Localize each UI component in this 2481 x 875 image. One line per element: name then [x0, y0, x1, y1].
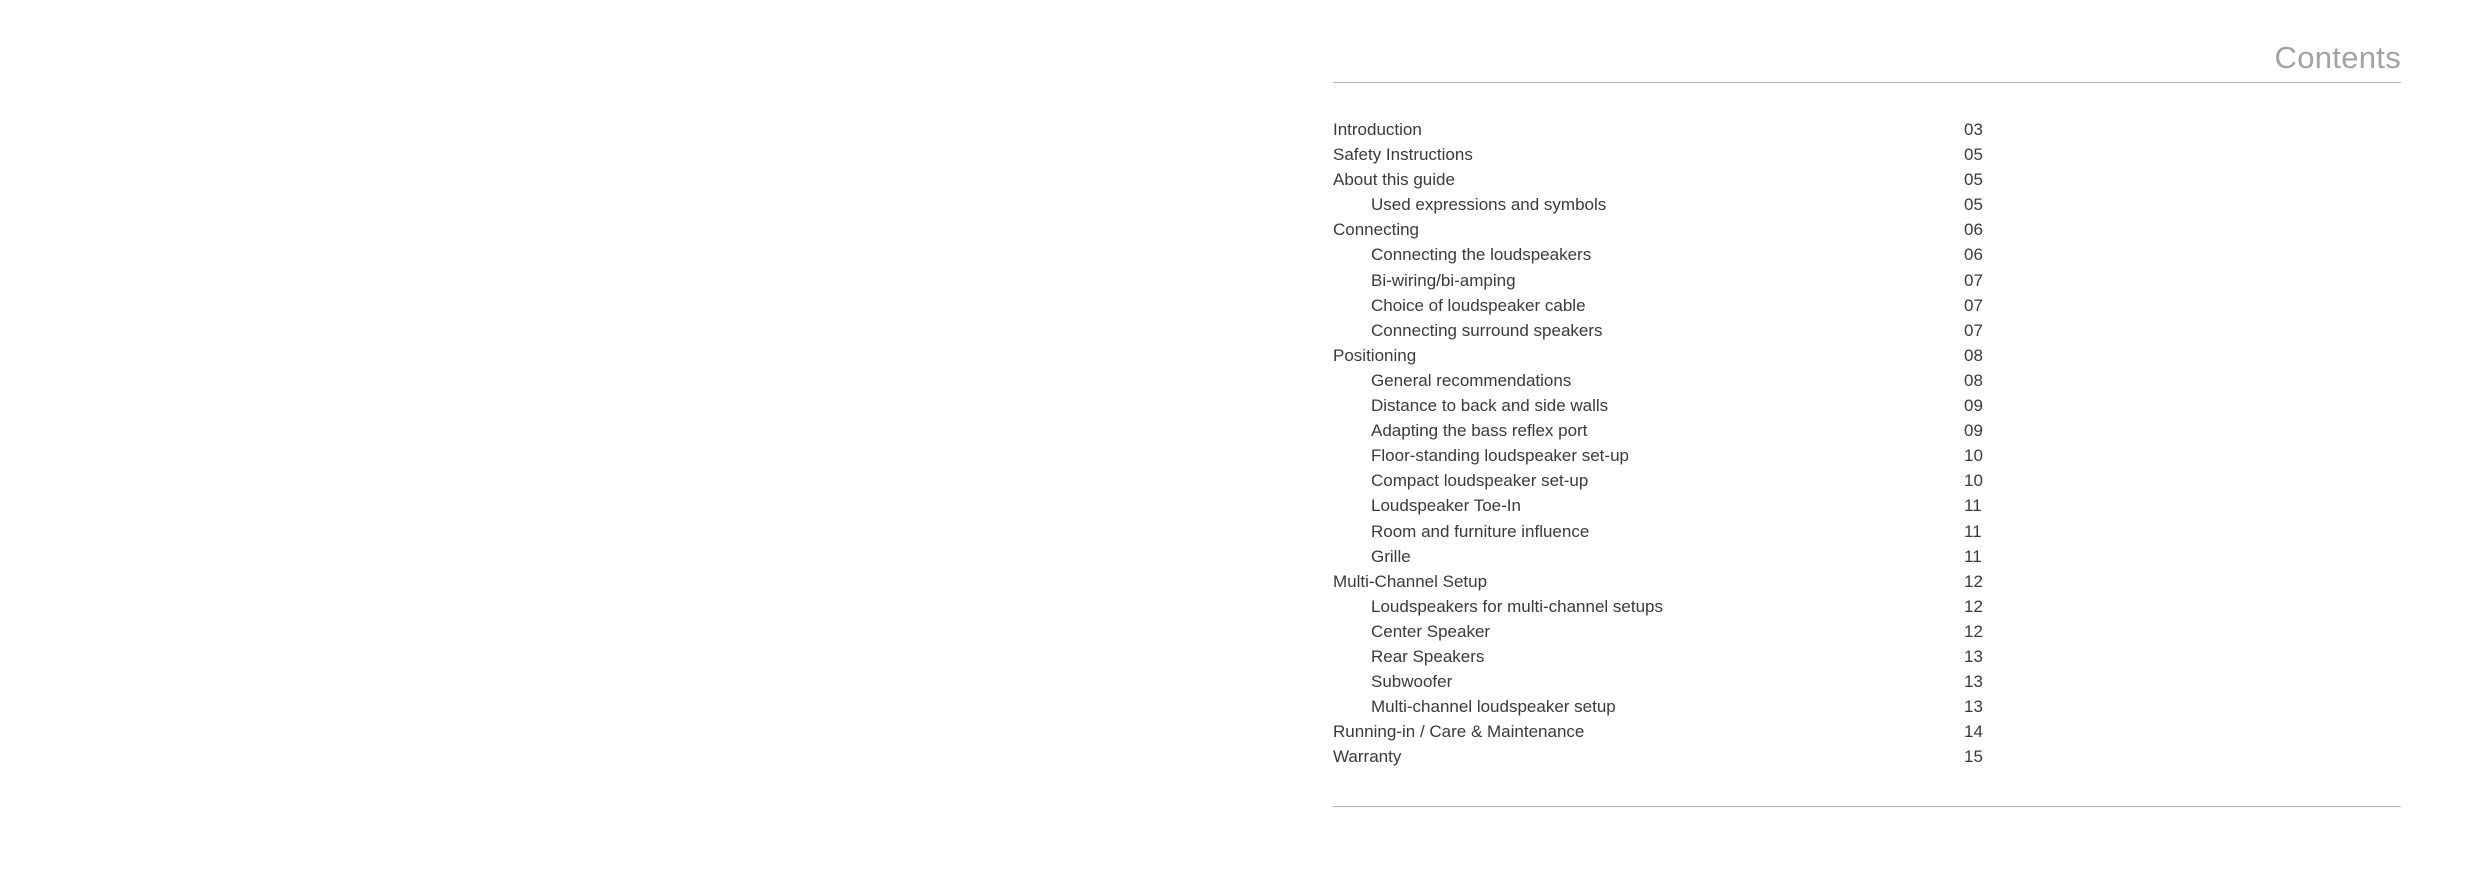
toc-entry-label: Used expressions and symbols	[1371, 195, 1607, 215]
toc-entry-page-number: 10	[1964, 446, 1983, 466]
toc-entry[interactable]	[1333, 694, 1993, 719]
toc-entry-page-number: 13	[1964, 646, 1983, 666]
toc-entry-page-number: 05	[1964, 170, 1983, 190]
toc-entry[interactable]	[1333, 468, 1993, 493]
toc-entry-page-number: 06	[1964, 245, 1983, 265]
toc-entry-label: Grille	[1371, 546, 1411, 566]
toc-entry-page-number: 13	[1964, 697, 1983, 717]
toc-entry-page-number: 05	[1964, 145, 1983, 165]
toc-entry-page-number: 08	[1964, 345, 1983, 365]
toc-entry-page-number: 08	[1964, 370, 1983, 390]
toc-entry-page-number: 12	[1964, 596, 1983, 616]
toc-entry-label: Loudspeaker Toe-In	[1371, 496, 1521, 516]
toc-entry-page-number: 07	[1964, 320, 1983, 340]
toc-entry[interactable]	[1333, 368, 1993, 393]
toc-entry-page-number: 15	[1964, 747, 1983, 767]
toc-entry[interactable]	[1333, 569, 1993, 594]
toc-entry-page-number: 12	[1964, 571, 1983, 591]
toc-entry[interactable]	[1333, 719, 1993, 744]
toc-entry-label: Bi-wiring/bi-amping	[1371, 270, 1516, 290]
toc-entry[interactable]	[1333, 443, 1993, 468]
toc-entry-label: Warranty	[1333, 747, 1402, 767]
toc-entry-page-number: 11	[1964, 496, 1982, 516]
toc-entry-page-number: 10	[1964, 471, 1983, 491]
toc-entry[interactable]	[1333, 242, 1993, 267]
toc-entry[interactable]	[1333, 343, 1993, 368]
toc-entry-page-number: 11	[1964, 521, 1982, 541]
toc-entry[interactable]	[1333, 318, 1993, 343]
toc-entry-page-number: 13	[1964, 672, 1983, 692]
toc-entry[interactable]	[1333, 217, 1993, 242]
toc-entry-label: Connecting	[1333, 220, 1420, 240]
toc-entry[interactable]	[1333, 493, 1993, 518]
toc-entry-label: General recommendations	[1371, 370, 1572, 390]
toc-entry[interactable]	[1333, 418, 1993, 443]
toc-entry[interactable]	[1333, 393, 1993, 418]
toc-entry-label: Multi-Channel Setup	[1333, 571, 1488, 591]
toc-entry[interactable]	[1333, 544, 1993, 569]
toc-entry-page-number: 09	[1964, 421, 1983, 441]
top-divider	[1333, 82, 2401, 83]
toc-entry-label: Room and furniture influence	[1371, 521, 1590, 541]
toc-entry[interactable]	[1333, 192, 1993, 217]
toc-entry-page-number: 11	[1964, 546, 1982, 566]
table-of-contents	[1333, 117, 1993, 769]
page-title: Contents	[2274, 40, 2401, 75]
toc-entry-label: Center Speaker	[1371, 621, 1491, 641]
toc-entry[interactable]	[1333, 519, 1993, 544]
toc-entry-page-number: 05	[1964, 195, 1983, 215]
toc-entry-label: About this guide	[1333, 170, 1455, 190]
toc-entry-label: Adapting the bass reflex port	[1371, 421, 1588, 441]
toc-entry[interactable]	[1333, 293, 1993, 318]
toc-entry-label: Loudspeakers for multi-channel setups	[1371, 596, 1663, 616]
toc-entry[interactable]	[1333, 142, 1993, 167]
toc-entry-label: Floor-standing loudspeaker set-up	[1371, 446, 1629, 466]
toc-entry-label: Positioning	[1333, 345, 1417, 365]
toc-entry-label: Compact loudspeaker set-up	[1371, 471, 1589, 491]
toc-entry-label: Connecting surround speakers	[1371, 320, 1603, 340]
toc-entry[interactable]	[1333, 117, 1993, 142]
toc-entry[interactable]	[1333, 619, 1993, 644]
toc-entry[interactable]	[1333, 644, 1993, 669]
toc-entry-label: Subwoofer	[1371, 672, 1453, 692]
toc-entry-label: Connecting the loudspeakers	[1371, 245, 1592, 265]
toc-entry[interactable]	[1333, 167, 1993, 192]
toc-entry-page-number: 14	[1964, 722, 1983, 742]
bottom-divider	[1333, 806, 2401, 807]
toc-entry[interactable]	[1333, 594, 1993, 619]
toc-entry-label: Running-in / Care & Maintenance	[1333, 722, 1585, 742]
toc-entry-page-number: 07	[1964, 295, 1983, 315]
toc-entry[interactable]	[1333, 669, 1993, 694]
toc-entry-page-number: 06	[1964, 220, 1983, 240]
contents-page	[1333, 0, 2401, 875]
toc-entry-label: Safety Instructions	[1333, 145, 1473, 165]
toc-entry-label: Choice of loudspeaker cable	[1371, 295, 1586, 315]
toc-entry-label: Multi-channel loudspeaker setup	[1371, 697, 1616, 717]
toc-entry[interactable]	[1333, 268, 1993, 293]
toc-entry-label: Introduction	[1333, 120, 1422, 139]
toc-entry-page-number: 12	[1964, 621, 1983, 641]
toc-entry-page-number: 03	[1964, 120, 1983, 139]
toc-entry-page-number: 09	[1964, 396, 1983, 416]
toc-entry-label: Rear Speakers	[1371, 646, 1485, 666]
toc-entry[interactable]	[1333, 744, 1993, 769]
toc-entry-page-number: 07	[1964, 270, 1983, 290]
toc-entry-label: Distance to back and side walls	[1371, 396, 1609, 416]
